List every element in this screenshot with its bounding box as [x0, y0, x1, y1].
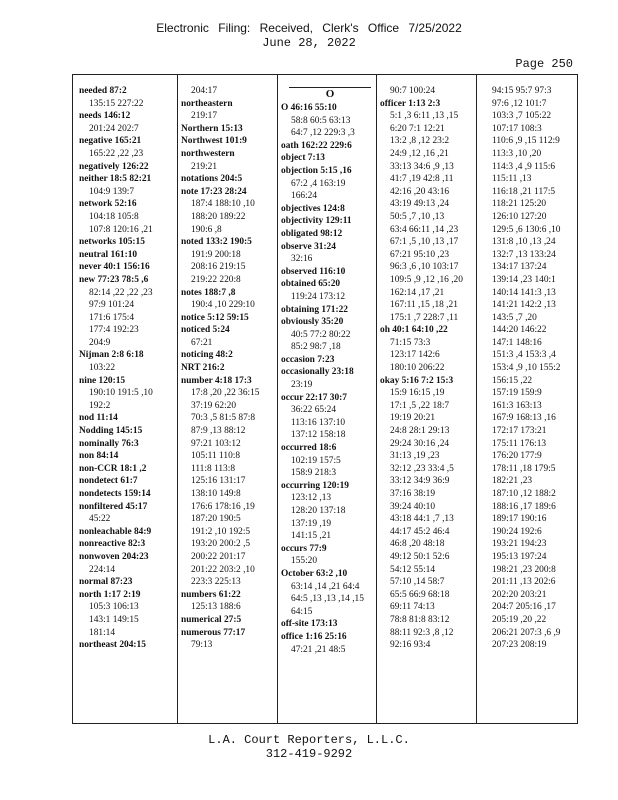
index-headword: nonfiltered 45:17 [79, 501, 148, 512]
index-headword: network 52:16 [79, 199, 137, 210]
index-reference: 132:7 ,13 133:24 [492, 249, 556, 260]
index-reference: 123:12 ,13 [291, 493, 332, 504]
index-column-3 [281, 85, 379, 715]
index-reference: 58:8 60:5 63:13 [291, 115, 351, 126]
index-frame [72, 74, 578, 724]
index-reference: 176:20 177:9 [492, 451, 542, 462]
index-reference: 141:21 142:2 ,13 [492, 300, 556, 311]
column-divider [376, 75, 377, 723]
index-headword: occasionally 23:18 [281, 367, 354, 378]
index-reference: 92:16 93:4 [390, 640, 431, 651]
index-headword: October 63:2 ,10 [281, 568, 348, 579]
index-reference: 123:17 142:6 [390, 350, 440, 361]
index-reference: 177:4 192:23 [89, 325, 139, 336]
index-headword: occur 22:17 30:7 [281, 392, 347, 403]
index-reference: 219:17 [191, 111, 218, 122]
index-headword: observe 31:24 [281, 241, 336, 252]
index-reference: 6:20 7:1 12:21 [390, 123, 445, 134]
index-headword: office 1:16 25:16 [281, 631, 347, 642]
index-reference: 128:20 137:18 [291, 506, 346, 516]
index-reference: 131:8 ,10 ,13 ,24 [492, 237, 556, 248]
index-reference: 126:10 127:20 [492, 211, 547, 222]
index-reference: 64:5 ,13 ,13 ,14 ,15 [291, 594, 364, 605]
index-headword: nonwoven 204:23 [79, 551, 149, 562]
index-reference: 102:19 157:5 [291, 455, 341, 466]
index-reference: 107:8 120:16 ,21 [89, 224, 153, 235]
index-reference: 144:20 146:22 [492, 325, 547, 336]
index-headword: oath 162:22 229:6 [281, 140, 352, 151]
index-headword: noted 133:2 190:5 [181, 237, 252, 248]
index-reference: 187:20 190:5 [191, 514, 241, 525]
index-headword: numerical 27:5 [181, 614, 242, 625]
index-reference: 39:24 40:10 [390, 501, 436, 512]
index-reference: 65:5 66:9 68:18 [390, 589, 450, 600]
page-number: Page 250 [515, 57, 573, 71]
index-reference: 181:14 [89, 627, 116, 638]
index-reference: 85:2 98:7 ,18 [291, 342, 341, 353]
index-headword: Northwest 101:9 [181, 136, 247, 147]
column-divider [177, 75, 178, 723]
index-headword: never 40:1 156:16 [79, 262, 150, 273]
reporter-phone: 312-419-9292 [265, 747, 353, 761]
index-reference: 187:4 188:10 ,10 [191, 199, 255, 210]
index-reference: 171:6 175:4 [89, 312, 135, 323]
index-headword: objectivity 129:11 [281, 216, 352, 227]
index-reference: 114:3 ,4 ,9 115:6 [492, 161, 556, 172]
index-headword: new 77:23 78:5 ,6 [79, 274, 149, 285]
index-reference: 195:13 197:24 [492, 551, 547, 562]
index-reference: 96:3 ,6 ,10 103:17 [390, 262, 459, 273]
index-headword: noticed 5:24 [181, 325, 230, 336]
index-reference: 82:14 ,22 ,22 ,23 [89, 287, 153, 298]
index-reference: 191:9 200:18 [191, 249, 241, 260]
index-reference: 36:22 65:24 [291, 405, 337, 416]
index-headword: non-CCR 18:1 ,2 [79, 463, 147, 474]
index-reference: 129:5 ,6 130:6 ,10 [492, 224, 561, 235]
index-column-5 [482, 85, 580, 715]
index-headword: officer 1:13 2:3 [380, 98, 441, 109]
index-headword: number 4:18 17:3 [181, 375, 252, 386]
index-headword: obtaining 171:22 [281, 304, 348, 315]
index-reference: 189:17 190:16 [492, 514, 547, 525]
index-headword: noticing 48:2 [181, 350, 233, 361]
index-reference: 33:12 34:9 36:9 [390, 476, 450, 487]
index-reference: 47:21 ,21 48:5 [291, 644, 346, 655]
index-reference: 78:8 81:8 83:12 [390, 614, 450, 625]
index-headword: objection 5:15 ,16 [281, 165, 352, 176]
index-reference: 41:7 ,19 42:8 ,11 [390, 174, 454, 185]
index-reference: 49:12 50:1 52:6 [390, 551, 450, 562]
index-reference: 119:24 173:12 [291, 291, 346, 302]
index-headword: notes 188:7 ,8 [181, 287, 236, 298]
index-reference: 140:14 141:3 ,13 [492, 287, 556, 298]
index-headword: nondetect 61:7 [79, 476, 138, 487]
index-reference: 156:15 ,22 [492, 375, 533, 386]
index-reference: 219:21 [191, 161, 218, 172]
index-headword: notice 5:12 59:15 [181, 312, 249, 323]
index-reference: 157:19 159:9 [492, 388, 542, 399]
index-reference: 113:3 ,10 ,20 [492, 148, 542, 159]
index-reference: 43:18 44:1 ,7 ,13 [390, 514, 454, 525]
index-reference: 109:5 ,9 ,12 ,16 ,20 [390, 274, 463, 285]
index-headword: northwestern [181, 148, 235, 159]
filing-header: Electronic Filing: Received, Clerk's Office 7/25/2022 [156, 21, 462, 35]
index-reference: 201:24 202:7 [89, 123, 139, 134]
index-headword: numbers 61:22 [181, 589, 241, 600]
index-headword: north 1:17 2:19 [79, 589, 141, 600]
index-headword: NRT 216:2 [181, 363, 225, 374]
index-headword: nod 11:14 [79, 413, 118, 424]
index-reference: 175:11 176:13 [492, 438, 547, 449]
index-reference: 143:1 149:15 [89, 614, 139, 625]
index-headword: O 46:16 55:10 [281, 103, 337, 113]
index-reference: 67:2 ,4 163:19 [291, 178, 346, 189]
index-reference: 45:22 [89, 514, 111, 525]
index-reference: 105:11 110:8 [191, 451, 241, 462]
index-headword: negative 165:21 [79, 136, 142, 147]
index-headword: okay 5:16 7:2 15:3 [380, 375, 454, 386]
index-reference: 104:9 139:7 [89, 186, 135, 197]
index-reference: 24:8 28:1 29:13 [390, 426, 450, 437]
index-headword: neither 18:5 82:21 [79, 174, 152, 185]
section-letter: O [289, 87, 371, 100]
index-reference: 97:9 101:24 [89, 300, 135, 311]
index-reference: 64:15 [291, 606, 313, 617]
index-reference: 103:3 ,7 105:22 [492, 111, 552, 122]
index-reference: 63:4 66:11 ,14 ,23 [390, 224, 459, 235]
index-reference: 182:21 ,23 [492, 476, 533, 487]
index-reference: 40:5 77:2 80:22 [291, 329, 351, 340]
index-reference: 31:13 ,19 ,23 [390, 451, 440, 462]
index-reference: 134:17 137:24 [492, 262, 547, 273]
index-reference: 94:15 95:7 97:3 [492, 86, 552, 96]
index-headword: networks 105:15 [79, 237, 145, 248]
index-reference: 19:19 20:21 [390, 413, 436, 424]
index-reference: 188:16 ,17 189:6 [492, 501, 556, 512]
index-reference: 23:19 [291, 380, 313, 391]
index-reference: 70:3 ,5 81:5 87:8 [191, 413, 256, 424]
index-reference: 147:1 148:16 [492, 337, 542, 348]
index-reference: 172:17 173:21 [492, 426, 547, 437]
index-reference: 208:16 219:15 [191, 262, 246, 273]
index-reference: 201:11 ,13 202:6 [492, 577, 556, 588]
index-reference: 87:9 ,13 88:12 [191, 426, 246, 437]
index-reference: 43:19 49:13 ,24 [390, 199, 450, 210]
index-headword: obtained 65:20 [281, 279, 341, 290]
index-headword: obviously 35:20 [281, 317, 344, 328]
index-reference: 153:4 ,9 ,10 155:2 [492, 363, 561, 374]
index-reference: 107:17 108:3 [492, 123, 542, 134]
index-reference: 37:16 38:19 [390, 489, 436, 499]
index-reference: 167:9 168:13 ,16 [492, 413, 556, 424]
index-reference: 193:21 194:23 [492, 539, 547, 550]
index-reference: 139:14 ,23 140:1 [492, 274, 556, 285]
index-reference: 206:21 207:3 ,6 ,9 [492, 627, 561, 638]
index-reference: 115:11 ,13 [492, 174, 532, 185]
index-reference: 204:9 [89, 337, 111, 348]
index-reference: 219:22 220:8 [191, 274, 241, 285]
index-reference: 42:16 ,20 43:16 [390, 186, 450, 197]
index-reference: 44:17 45:2 46:4 [390, 526, 450, 537]
index-reference: 50:5 ,7 ,10 ,13 [390, 211, 445, 222]
index-reference: 162:14 ,17 ,21 [390, 287, 445, 298]
index-reference: 193:20 200:2 ,5 [191, 539, 251, 550]
index-reference: 118:21 125:20 [492, 199, 547, 210]
index-reference: 187:10 ,12 188:2 [492, 489, 556, 499]
index-reference: 32:16 [291, 254, 313, 265]
index-reference: 90:7 100:24 [390, 86, 436, 96]
index-reference: 46:8 ,20 48:18 [390, 539, 445, 550]
index-reference: 191:2 ,10 192:5 [191, 526, 251, 537]
index-reference: 71:15 73:3 [390, 337, 431, 348]
index-reference: 97:21 103:12 [191, 438, 241, 449]
index-reference: 125:13 188:6 [191, 602, 241, 613]
hearing-date: June 28, 2022 [262, 36, 356, 50]
index-reference: 103:22 [89, 363, 116, 374]
index-reference: 64:7 ,12 229:3 ,3 [291, 128, 355, 139]
index-headword: needs 146:12 [79, 111, 131, 122]
index-reference: 161:3 163:13 [492, 400, 542, 411]
index-reference: 125:16 131:17 [191, 476, 246, 487]
index-reference: 190:10 191:5 ,10 [89, 388, 153, 399]
index-reference: 192:2 [89, 400, 111, 411]
index-reference: 104:18 105:8 [89, 211, 139, 222]
index-headword: nonleachable 84:9 [79, 526, 152, 537]
index-reference: 204:7 205:16 ,17 [492, 602, 556, 613]
index-headword: nine 120:15 [79, 375, 126, 386]
index-headword: normal 87:23 [79, 577, 133, 588]
index-reference: 37:19 62:20 [191, 400, 237, 411]
index-headword: observed 116:10 [281, 266, 346, 277]
column-divider [277, 75, 278, 723]
index-headword: occurring 120:19 [281, 480, 349, 491]
index-headword: obligated 98:12 [281, 228, 343, 239]
index-reference: 155:20 [291, 556, 318, 567]
index-column-1 [79, 85, 177, 715]
index-reference: 32:12 ,23 33:4 ,5 [390, 463, 454, 474]
index-headword: occasion 7:23 [281, 354, 335, 365]
index-reference: 17:1 ,5 ,22 18:7 [390, 400, 450, 411]
index-reference: 5:1 ,3 6:11 ,13 ,15 [390, 111, 459, 122]
index-reference: 67:21 [191, 337, 213, 348]
index-reference: 180:10 206:22 [390, 363, 445, 374]
index-reference: 167:11 ,15 ,18 ,21 [390, 300, 458, 311]
index-reference: 151:3 ,4 153:3 ,4 [492, 350, 556, 361]
index-reference: 67:21 95:10 ,23 [390, 249, 450, 260]
index-reference: 204:17 [191, 86, 218, 96]
index-reference: 223:3 225:13 [191, 577, 241, 588]
index-reference: 135:15 227:22 [89, 98, 144, 109]
index-reference: 158:9 218:3 [291, 468, 337, 479]
index-headword: occurred 18:6 [281, 443, 337, 454]
index-reference: 63:14 ,14 ,21 64:4 [291, 581, 360, 592]
index-headword: nonreactive 82:3 [79, 539, 146, 550]
index-reference: 205:19 ,20 ,22 [492, 614, 547, 625]
index-reference: 33:13 34:6 ,9 ,13 [390, 161, 454, 172]
index-reference: 13:2 ,8 ,12 23:2 [390, 136, 450, 147]
index-reference: 178:11 ,18 179:5 [492, 463, 556, 474]
index-headword: occurs 77:9 [281, 543, 327, 554]
index-reference: 67:1 ,5 ,10 ,13 ,17 [390, 237, 459, 248]
index-reference: 97:6 ,12 101:7 [492, 98, 547, 109]
index-reference: 175:1 ,7 228:7 ,11 [390, 312, 459, 323]
index-reference: 176:6 178:16 ,19 [191, 501, 255, 512]
index-headword: neutral 161:10 [79, 249, 138, 260]
index-reference: 88:11 92:3 ,8 ,12 [390, 627, 454, 638]
index-headword: Nijman 2:8 6:18 [79, 350, 144, 361]
index-reference: 143:5 ,7 ,20 [492, 312, 537, 323]
index-reference: 54:12 55:14 [390, 564, 436, 575]
index-reference: 113:16 137:10 [291, 417, 346, 428]
index-headword: notations 204:5 [181, 174, 243, 185]
index-headword: off-site 173:13 [281, 619, 338, 630]
index-column-4 [380, 85, 478, 715]
index-headword: negatively 126:22 [79, 161, 149, 172]
index-reference: 188:20 189:22 [191, 211, 246, 222]
index-reference: 201:22 203:2 ,10 [191, 564, 255, 575]
index-reference: 138:10 149:8 [191, 489, 241, 499]
index-reference: 57:10 ,14 58:7 [390, 577, 445, 588]
index-reference: 29:24 30:16 ,24 [390, 438, 450, 449]
index-headword: nominally 76:3 [79, 438, 139, 449]
index-reference: 69:11 74:13 [390, 602, 435, 613]
index-reference: 17:8 ,20 ,22 36:15 [191, 388, 260, 399]
index-headword: note 17:23 28:24 [181, 186, 247, 197]
index-headword: Northern 15:13 [181, 123, 243, 134]
index-reference: 207:23 208:19 [492, 640, 547, 651]
column-divider [476, 75, 477, 723]
index-reference: 15:9 16:15 ,19 [390, 388, 445, 399]
index-reference: 190:4 ,10 229:10 [191, 300, 255, 311]
index-reference: 190:24 192:6 [492, 526, 542, 537]
index-headword: needed 87:2 [79, 86, 127, 96]
index-reference: 116:18 ,21 117:5 [492, 186, 556, 197]
index-reference: 190:6 ,8 [191, 224, 222, 235]
index-headword: oh 40:1 64:10 ,22 [380, 325, 448, 336]
index-headword: object 7:13 [281, 153, 325, 164]
index-reference: 141:15 ,21 [291, 531, 332, 542]
index-reference: 198:21 ,23 200:8 [492, 564, 556, 575]
index-headword: numerous 77:17 [181, 627, 246, 638]
index-reference: 79:13 [191, 640, 213, 651]
index-reference: 110:6 ,9 ,15 112:9 [492, 136, 560, 147]
reporter-name: L.A. Court Reporters, L.L.C. [208, 733, 410, 747]
index-reference: 24:9 ,12 ,16 ,21 [390, 148, 449, 159]
index-reference: 105:3 106:13 [89, 602, 139, 613]
index-reference: 111:8 113:8 [191, 463, 236, 474]
index-headword: nondetects 159:14 [79, 489, 151, 499]
index-reference: 165:22 ,22 ,23 [89, 148, 144, 159]
index-column-2 [181, 85, 279, 715]
index-reference: 137:19 ,19 [291, 518, 332, 529]
index-headword: northeastern [181, 98, 233, 109]
index-headword: non 84:14 [79, 451, 119, 462]
index-reference: 224:14 [89, 564, 116, 575]
index-reference: 200:22 201:17 [191, 551, 246, 562]
index-reference: 166:24 [291, 191, 318, 202]
index-headword: Nodding 145:15 [79, 426, 143, 437]
index-reference: 137:12 158:18 [291, 430, 346, 441]
index-headword: objectives 124:8 [281, 203, 345, 214]
index-headword: northeast 204:15 [79, 640, 146, 651]
index-reference: 202:20 203:21 [492, 589, 547, 600]
